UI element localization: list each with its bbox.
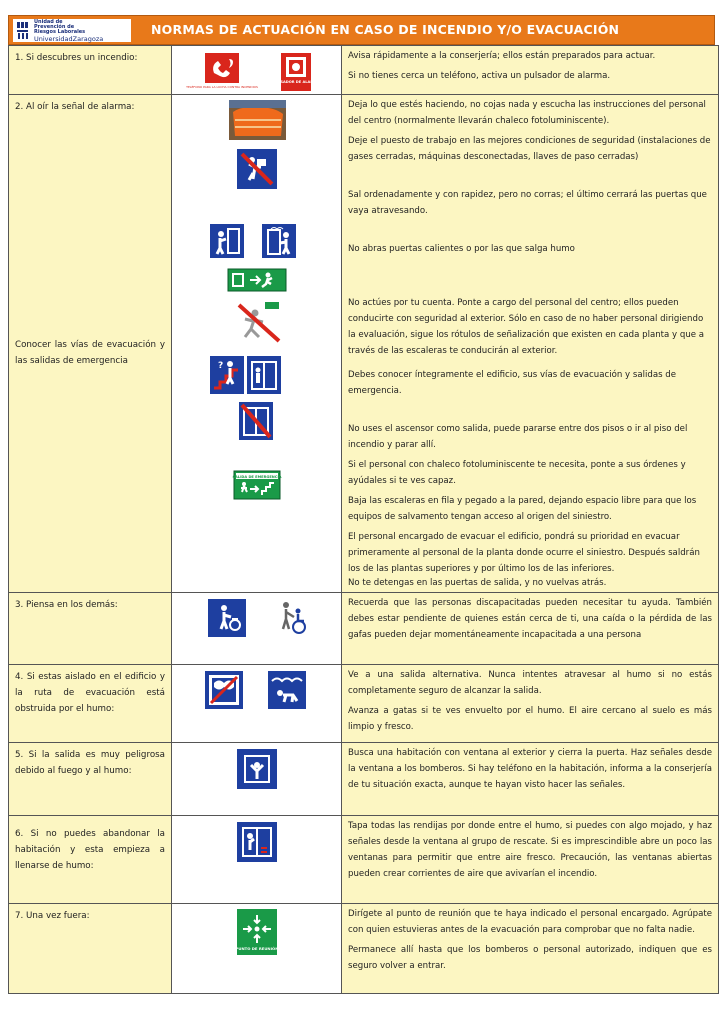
row-label-cell <box>9 593 172 665</box>
help-disabled-sign-icon <box>208 599 246 637</box>
row-text-cell <box>342 593 719 665</box>
table-row <box>9 665 719 743</box>
row-label-cell <box>9 665 172 743</box>
paragraph: Si el personal con chaleco fotoluminiscente te necesita, ponte a sus órdenes y ayúdales si te ves capaz. <box>348 460 686 486</box>
paragraph: Deja lo que estés haciendo, no cojas nada y escucha las instrucciones del personal del centro (normalmente llevarán chaleco fotoluminiscente). <box>348 100 706 126</box>
no-pick-up-belongings-sign-icon <box>237 149 277 189</box>
paragraph: Ve a una salida alternativa. Nunca intentes atravesar al humo si no estás completamente seguro de alcanzar la salida. <box>348 670 712 696</box>
row-label: 7. Una vez fuera: <box>15 911 90 921</box>
paragraph: Baja las escaleras en fila y pegado a la pared, dejando espacio libre para que los equipos de salvamento tengan acceso al origen del siniestro. <box>348 496 697 522</box>
meeting-caption: PUNTO DE REUNIÓN <box>235 946 279 951</box>
paragraph: Permanece allí hasta que los bomberos o personal autorizado, indiquen que es seguro volver a entrar. <box>348 945 712 971</box>
paragraph: Avanza a gatas si te ves envuelto por el humo. El aire cercano al suelo es más limpio y fresco. <box>348 706 712 732</box>
page-title: NORMAS DE ACTUACIÓN EN CASO DE INCENDIO Y/O EVACUACIÓN <box>151 22 620 37</box>
paragraph: No actúes por tu cuenta. Ponte a cargo del personal del centro; ellos pueden conducirte con seguridad al exterior. Sólo en caso de no haber personal dirigiendo la evaluación, sigue los rótulos de señalización que existen en cada planta y que a través de las escaleras te conducirán al exterior. <box>348 298 705 356</box>
row-label-cell <box>9 816 172 904</box>
logo-line-1: Unidad de <box>34 19 63 25</box>
elevator-sign-icon <box>247 356 281 394</box>
stairs-use-sign-icon <box>210 356 244 394</box>
row-text-cell <box>342 904 719 994</box>
paragraph: Recuerda que las personas discapacitadas pueden necesitar tu ayuda. También debes estar pendiente de quienes están cerca de ti, una caída o la pérdida de las gafas pueden dejar momentáneamente incapacitada a una persona <box>348 598 712 640</box>
table-row <box>9 743 719 816</box>
smoke-escape-sign-icon <box>205 671 243 709</box>
crawl-smoke-sign-icon <box>268 671 306 709</box>
paragraph: No te detengas en las puertas de salida, y no vuelvas atrás. <box>348 578 607 588</box>
hot-door-sign-icon <box>262 224 296 258</box>
paragraph: Si no tienes cerca un teléfono, activa un pulsador de alarma. <box>348 71 611 81</box>
icon-cell <box>172 816 342 904</box>
wheelchair-assist-icon <box>276 599 310 637</box>
paragraph: Tapa todas las rendijas por donde entre el humo, si puedes con algo mojado, y haz señales desde la ventana al grupo de rescate. Si es imprescindible abre un poco las ventanas para permitir que entre aire fresco. Precaución, las ventanas abiertas pueden crear corrientes de aire que avivarían el incendio. <box>348 821 712 879</box>
row-label: 2. Al oír la señal de alarma: <box>15 102 135 112</box>
paragraph: El personal encargado de evacuar el edificio, pondrá su prioridad en evacuar primeramente al personal de la planta donde ocurre el siniestro. Después saldrán los de las plantas superiores y por último los de las inferiores. <box>348 532 700 574</box>
row-text-cell <box>342 743 719 816</box>
row-text-cell <box>342 46 719 95</box>
seal-gaps-sign-icon <box>237 822 277 862</box>
row-label: 1. Si descubres un incendio: <box>15 53 138 63</box>
icon-cell <box>172 665 342 743</box>
logo-line-2: Prevención de <box>34 24 75 30</box>
no-elevator-sign-icon <box>239 402 273 440</box>
icon-cell <box>172 95 342 593</box>
row-label: 6. Si no puedes abandonar la habitación y esta empieza a llenarse de humo: <box>15 829 165 871</box>
row-text-cell <box>342 816 719 904</box>
table-row <box>9 95 719 593</box>
emergency-stairs-sign-icon <box>234 471 280 499</box>
row-label-cell <box>9 904 172 994</box>
paragraph: Debes conocer íntegramente el edificio, sus vías de evacuación y salidas de emergencia. <box>348 370 677 396</box>
row-sublabel: Conocer las vías de evacuación y las salidas de emergencia <box>15 340 165 366</box>
paragraph: No uses el ascensor como salida, puede pararse entre dos pisos o ir al piso del incendio y parar allí. <box>348 424 688 450</box>
paragraph: Busca una habitación con ventana al exterior y cierra la puerta. Haz señales desde la ventana a los bomberos. Si hay teléfono en la habitación, informa a la conserjería de tu situación exacta, aunque te hayan visto hacer las señales. <box>348 748 712 790</box>
paragraph: Deje el puesto de trabajo en las mejores condiciones de seguridad (instalaciones de gases cerradas, máquinas desconectadas, llaves de paso cerradas) <box>348 136 711 162</box>
fire-phone-sign-icon <box>186 53 258 91</box>
alarm-caption: PULSADOR DE ALARMA <box>272 80 320 84</box>
meeting-point-sign-icon <box>237 909 277 955</box>
row-label: 4. Si estas aislado en el edificio y la ruta de evacuación está obstruida por el humo: <box>15 672 165 714</box>
phone-caption: TELÉFONO PARA LA LUCHA CONTRA INCENDIOS <box>186 85 258 89</box>
svg-text:?: ? <box>218 361 224 371</box>
alarm-button-sign-icon <box>272 53 320 91</box>
table-row <box>9 816 719 904</box>
row-label: 5. Si la salida es muy peligrosa debido al fuego y al humo: <box>15 750 165 776</box>
icon-cell <box>172 904 342 994</box>
table-row <box>9 904 719 994</box>
stairs-caption: SALIDA DE EMERGENCIA <box>232 475 282 479</box>
logo-university: UniversidadZaragoza <box>34 35 104 43</box>
paragraph: Avisa rápidamente a la conserjería; ellos están preparados para actuar. <box>348 51 656 61</box>
close-door-sign-icon <box>210 224 244 258</box>
university-logo <box>13 19 131 42</box>
row-label-cell <box>9 46 172 95</box>
row-label-cell <box>9 743 172 816</box>
norms-table <box>8 45 719 994</box>
row-text-cell <box>342 665 719 743</box>
table-row <box>9 46 719 95</box>
icon-cell <box>172 46 342 95</box>
logo-line-3: Riesgos Laborales <box>34 29 86 35</box>
window-signal-sign-icon <box>237 749 277 789</box>
paragraph: Dirígete al punto de reunión que te haya indicado el personal encargado. Agrúpate con quien estuvieras antes de la evacuación para comprobar que no falta nadie. <box>348 909 712 935</box>
row-text-cell <box>342 95 719 593</box>
university-crest-icon <box>16 21 29 40</box>
row-label-cell <box>9 95 172 593</box>
icon-cell <box>172 593 342 665</box>
paragraph: No abras puertas calientes o por las que salga humo <box>348 244 575 254</box>
row-label: 3. Piensa en los demás: <box>15 600 118 610</box>
emergency-exit-sign-icon <box>228 269 286 291</box>
no-running-sign-icon <box>235 299 283 345</box>
header-bar <box>8 15 715 45</box>
reflective-vest-photo-icon <box>229 100 286 140</box>
table-row <box>9 593 719 665</box>
icon-cell <box>172 743 342 816</box>
paragraph: Sal ordenadamente y con rapidez, pero no corras; el último cerrará las puertas que vaya atravesando. <box>348 190 707 216</box>
